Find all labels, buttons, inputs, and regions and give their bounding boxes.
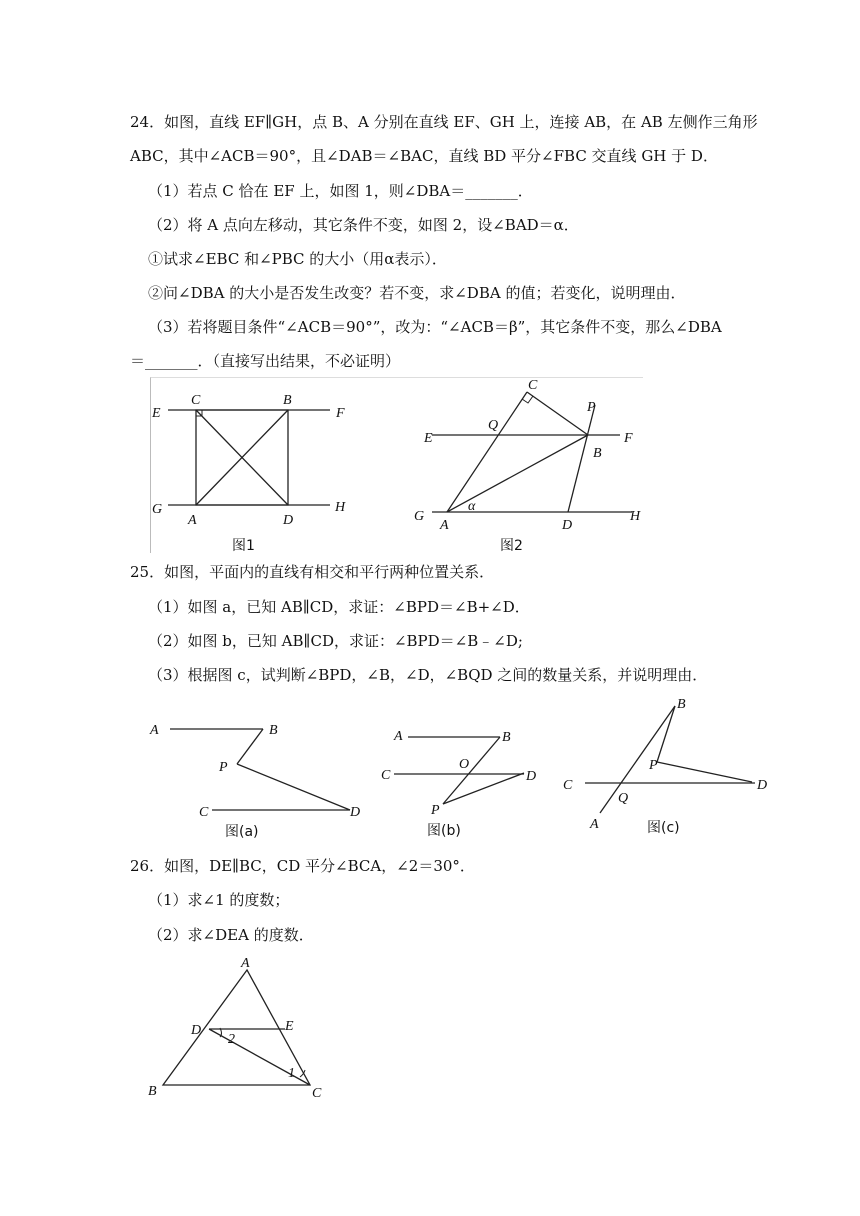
fig2-label-h: H xyxy=(630,509,641,524)
fig2-label-f: F xyxy=(624,431,633,446)
figa-label-p: P xyxy=(219,760,228,775)
fig1-label-g: G xyxy=(152,502,163,517)
figa-label-c: C xyxy=(199,805,209,820)
figb-label-d: D xyxy=(526,769,537,784)
figc-label-d: D xyxy=(757,778,768,793)
figc-caption: 图(c) xyxy=(647,820,680,836)
q25-part1: （1）如图 a，已知 AB∥CD，求证：∠BPD＝∠B+∠D． xyxy=(148,598,530,616)
q26-label-e: E xyxy=(285,1019,294,1034)
fig1-label-d: D xyxy=(283,513,294,528)
q25-figure-b xyxy=(380,718,545,843)
q26-part2: （2）求∠DEA 的度数． xyxy=(148,926,314,944)
q25-figure-c xyxy=(560,692,780,842)
figb-caption: 图(b) xyxy=(427,823,461,839)
fig1-label-c: C xyxy=(191,393,201,408)
figa-caption: 图(a) xyxy=(225,824,259,840)
fig2-label-q: Q xyxy=(488,418,499,433)
q26-label-d: D xyxy=(191,1023,202,1038)
q24-part1: （1）若点 C 恰在 EF 上，如图 1，则∠DBA＝_______． xyxy=(148,182,533,200)
figb-label-p: P xyxy=(431,803,440,818)
figc-label-p: P xyxy=(649,758,658,773)
q26-label-a: A xyxy=(241,956,250,971)
q26-figure xyxy=(140,950,340,1105)
fig2-caption: 图2 xyxy=(500,538,523,554)
q24-line2: ABC，其中∠ACB＝90°，且∠DAB＝∠BAC，直线 BD 平分∠FBC 交直线 GH 于 D． xyxy=(130,147,718,165)
fig2-label-b: B xyxy=(593,446,602,461)
q24-figure-2 xyxy=(410,375,650,555)
q24-part3a: （3）若将题目条件“∠ACB＝90°”，改为：“∠ACB＝β”，其它条件不变，那么∠DBA xyxy=(148,318,722,336)
fig2-label-a: A xyxy=(440,518,449,533)
figb-label-a: A xyxy=(394,729,403,744)
figb-label-o: O xyxy=(459,757,470,772)
q24-part3b: ＝_______．（直接写出结果，不必证明） xyxy=(130,352,401,370)
fig2-label-c: C xyxy=(528,378,538,393)
q26-line1: 26．如图，DE∥BC，CD 平分∠BCA，∠2＝30°． xyxy=(130,857,475,875)
q24-figure-1 xyxy=(150,380,360,555)
fig1-caption: 图1 xyxy=(232,538,255,554)
q26-label-b: B xyxy=(148,1084,157,1099)
fig2-label-e: E xyxy=(424,431,433,446)
figa-label-a: A xyxy=(150,723,159,738)
q26-label-c: C xyxy=(312,1086,322,1101)
figc-label-a: A xyxy=(590,817,599,832)
fig1-label-e: E xyxy=(152,406,161,421)
figa-label-b: B xyxy=(269,723,278,738)
figc-label-c: C xyxy=(563,778,573,793)
fig2-label-p: P xyxy=(587,400,596,415)
figa-label-d: D xyxy=(350,805,361,820)
q25-part2: （2）如图 b，已知 AB∥CD，求证：∠BPD＝∠B﹣∠D; xyxy=(148,632,523,650)
q25-figure-a xyxy=(140,712,375,847)
q25-line1: 25．如图，平面内的直线有相交和平行两种位置关系． xyxy=(130,563,495,581)
q26-part1: （1）求∠1 的度数； xyxy=(148,891,290,909)
q24-line1: 24．如图，直线 EF∥GH，点 B、A 分别在直线 EF、GH 上，连接 AB，在 AB 左侧作三角形 xyxy=(130,113,758,131)
fig1-label-f: F xyxy=(336,406,345,421)
figb-label-c: C xyxy=(381,768,391,783)
q24-part2a: ①试求∠EBC 和∠PBC 的大小（用α表示）． xyxy=(148,250,447,268)
q26-label-1: 1 xyxy=(288,1066,295,1081)
fig1-label-b: B xyxy=(283,393,292,408)
q26-label-2: 2 xyxy=(228,1032,235,1047)
q24-part2b: ②问∠DBA 的大小是否发生改变？若不变，求∠DBA 的值；若变化，说明理由． xyxy=(148,284,686,302)
fig2-label-alpha: α xyxy=(468,499,476,514)
figb-label-b: B xyxy=(502,730,511,745)
fig1-label-h: H xyxy=(335,500,346,515)
fig2-label-g: G xyxy=(414,509,425,524)
q24-part2: （2）将 A 点向左移动，其它条件不变，如图 2，设∠BAD＝α． xyxy=(148,216,579,234)
figc-label-b: B xyxy=(677,697,686,712)
fig1-label-a: A xyxy=(188,513,197,528)
fig2-label-d: D xyxy=(562,518,573,533)
figc-label-q: Q xyxy=(618,791,629,806)
q25-part3: （3）根据图 c，试判断∠BPD，∠B，∠D，∠BQD 之间的数量关系，并说明理由． xyxy=(148,666,708,684)
